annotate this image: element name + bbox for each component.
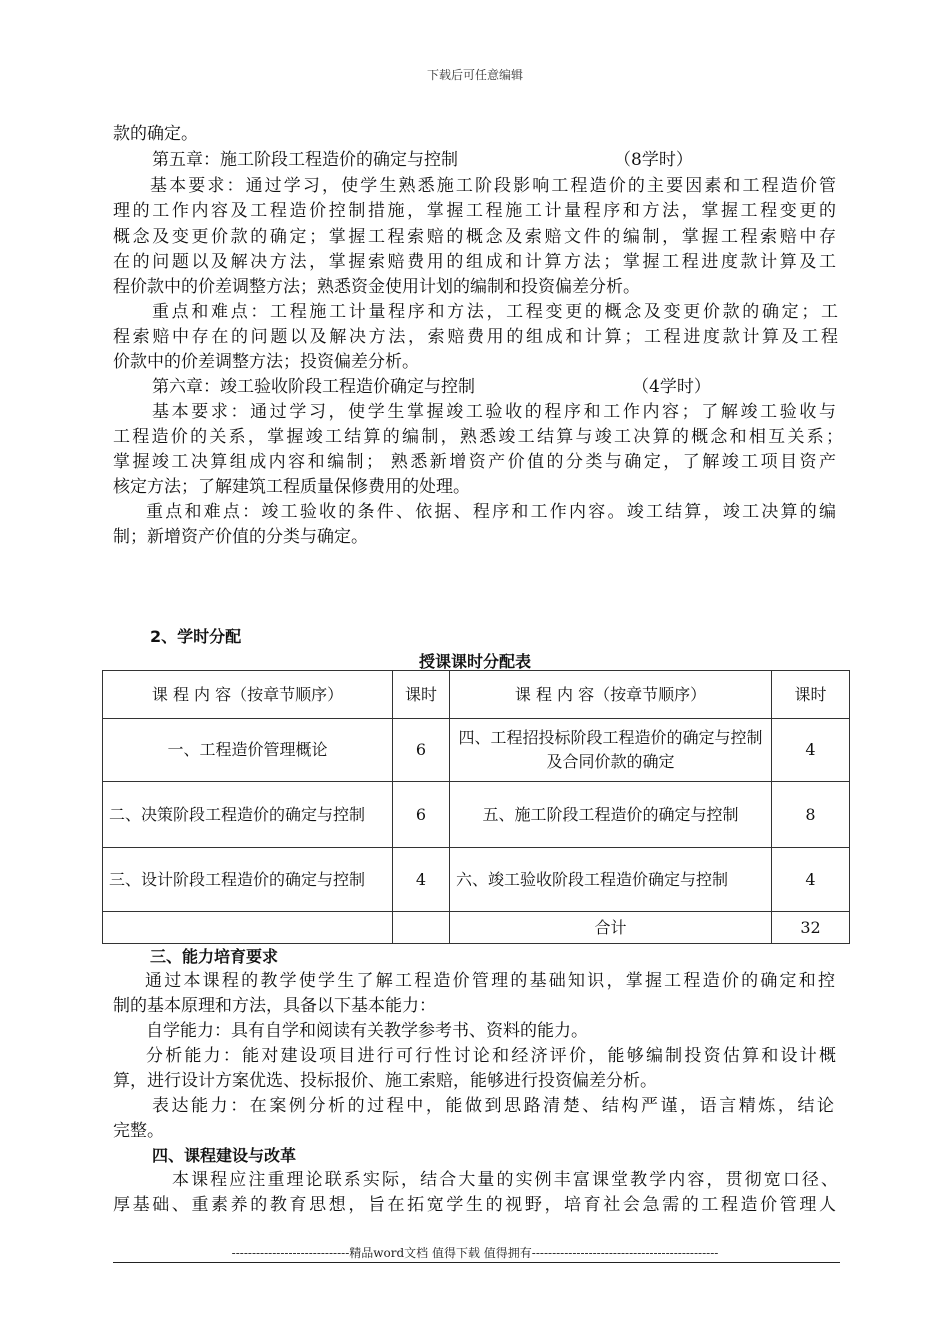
table-cell: 6 [393,782,450,848]
table-row [103,782,850,848]
table-cell: 6 [393,719,450,782]
body-line: 在的问题以及解决方法，掌握索赔费用的组成和计算方法；掌握工程进度款计算及工 [113,252,836,272]
table-cell-empty [103,912,393,944]
total-value: 32 [772,912,850,944]
body-line: 表达能力：在案例分析的过程中，能做到思路清楚、结构严谨，语言精炼，结论 [152,1096,834,1116]
body-line: 制的基本原理和方法，具备以下基本能力： [113,996,436,1016]
chapter5-title: 第五章：施工阶段工程造价的确定与控制 [152,150,458,170]
body-line: 掌握竣工决算组成内容和编制； 熟悉新增资产价值的分类与确定，了解竣工项目资产 [113,452,836,472]
table-cell: 4 [772,848,850,912]
body-line: 程索赔中存在的问题以及解决方法，索赔费用的组成和计算；工程进度款计算及工程 [113,327,838,347]
body-line: 工程造价的关系，掌握竣工结算的编制，熟悉竣工结算与竣工决算的概念和相互关系； [113,427,843,447]
chapter6-hours: （4学时） [632,377,711,397]
table-cell: 四、工程招投标阶段工程造价的确定与控制及合同价款的确定 [450,719,772,782]
table-row [103,848,850,912]
hours-allocation-table [102,670,850,944]
table-cell: 8 [772,782,850,848]
body-line: 款的确定。 [113,124,198,144]
section4-heading: 四、课程建设与改革 [152,1146,297,1165]
total-label: 合计 [450,912,772,944]
table-cell: 三、设计阶段工程造价的确定与控制 [103,848,393,912]
body-line: 算，进行设计方案优选、投标报价、施工索赔，能够进行投资偏差分析。 [113,1071,657,1091]
table-title: 授课课时分配表 [418,652,531,671]
chapter5-hours: （8学时） [614,150,693,170]
header-note: 下载后可任意编辑 [426,68,523,82]
body-line: 通过本课程的教学使学生了解工程造价管理的基础知识，掌握工程造价的确定和控 [145,971,835,991]
body-line: 制；新增资产价值的分类与确定。 [113,527,368,547]
body-line: 概念及变更价款的确定；掌握工程索赔的概念及索赔文件的编制，掌握工程索赔中存 [113,227,836,247]
table-row [103,719,850,782]
chapter6-title: 第六章：竣工验收阶段工程造价确定与控制 [152,377,475,397]
table-header-row [103,671,850,719]
body-line: 分析能力：能对建设项目进行可行性讨论和经济评价，能够编制投资估算和设计概 [146,1046,836,1066]
body-line: 理的工作内容及工程造价控制措施，掌握工程施工计量程序和方法，掌握工程变更的 [113,201,836,221]
table-cell: 五、施工阶段工程造价的确定与控制 [450,782,772,848]
table-total-row [103,912,850,944]
body-line: 重点和难点：工程施工计量程序和方法，工程变更的概念及变更价款的确定；工 [152,302,838,322]
table-cell: 六、竣工验收阶段工程造价确定与控制 [450,848,772,912]
header-cell: 课 程 内 容（按章节顺序） [103,671,393,719]
table-cell: 二、决策阶段工程造价的确定与控制 [103,782,393,848]
body-line: 完整。 [113,1121,164,1141]
table-cell: 4 [393,848,450,912]
body-line: 程价款中的价差调整方法；熟悉资金使用计划的编制和投资偏差分析。 [113,277,640,297]
table-cell-empty [393,912,450,944]
body-line: 基本要求：通过学习，使学生掌握竣工验收的程序和工作内容；了解竣工验收与 [152,402,836,422]
body-line: 重点和难点：竣工验收的条件、依据、程序和工作内容。竣工结算，竣工决算的编 [146,502,836,522]
table-cell: 一、工程造价管理概论 [103,719,393,782]
header-cell: 课 程 内 容（按章节顺序） [450,671,772,719]
section2-heading: 2、学时分配 [150,627,242,646]
footer-note: -----------------------------精品word文档 值得下载 值得拥有---------------------------------------------- [231,1246,719,1260]
table-cell: 4 [772,719,850,782]
body-line: 基本要求：通过学习，使学生熟悉施工阶段影响工程造价的主要因素和工程造价管 [150,176,836,196]
body-line: 核定方法；了解建筑工程质量保修费用的处理。 [113,477,470,497]
header-cell: 课时 [772,671,850,719]
body-line: 自学能力：具有自学和阅读有关教学参考书、资料的能力。 [146,1021,588,1041]
body-line: 价款中的价差调整方法；投资偏差分析。 [113,352,419,372]
section3-heading: 三、能力培育要求 [150,947,279,966]
header-cell: 课时 [393,671,450,719]
body-line: 厚基础、重素养的教育思想，旨在拓宽学生的视野，培育社会急需的工程造价管理人 [113,1195,836,1215]
footer-divider [113,1262,840,1263]
body-line: 本课程应注重理论联系实际，结合大量的实例丰富课堂教学内容，贯彻宽口径、 [172,1170,838,1190]
